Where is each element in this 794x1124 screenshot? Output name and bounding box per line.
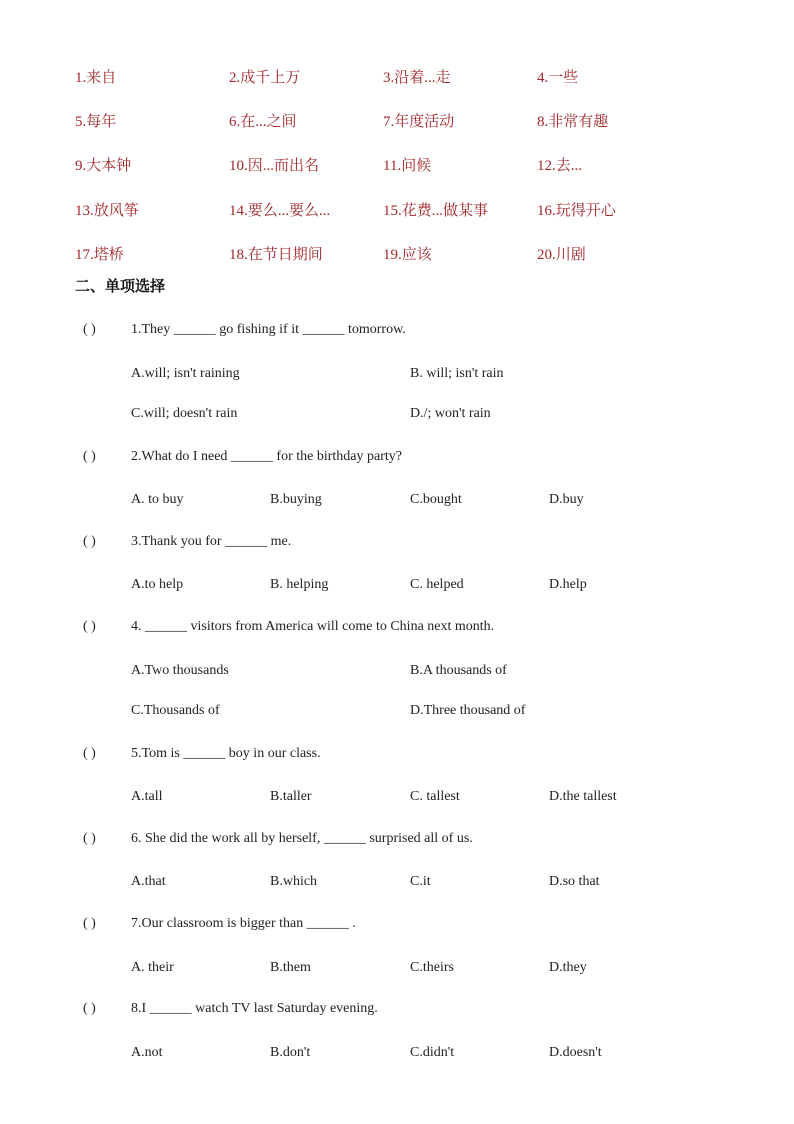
option-c: C.theirs xyxy=(410,960,454,975)
question-stem xyxy=(83,831,473,847)
section-title: 二、单项选择 xyxy=(75,277,166,295)
vocab-item: 2.成千上万 xyxy=(229,69,301,86)
vocab-item: 17.塔桥 xyxy=(75,246,124,263)
option-a: A.tall xyxy=(131,789,163,804)
question-stem xyxy=(83,619,494,635)
option-a: A.will; isn't raining xyxy=(131,366,240,381)
option-b: B. helping xyxy=(270,577,329,592)
vocab-row xyxy=(75,231,715,275)
answer-bracket[interactable]: ( ) xyxy=(83,449,96,464)
vocab-item: 15.花费...做某事 xyxy=(383,202,489,219)
question-text: 2.What do I need ______ for the birthday party? xyxy=(131,449,402,464)
option-d: D./; won't rain xyxy=(410,406,491,421)
vocab-item: 18.在节日期间 xyxy=(229,246,323,263)
question-stem xyxy=(83,1001,378,1017)
question-stem xyxy=(83,746,321,762)
option-d: D.help xyxy=(549,577,587,592)
option-b: B.taller xyxy=(270,789,312,804)
vocab-row xyxy=(75,98,715,142)
option-a: A.that xyxy=(131,874,166,889)
vocab-row xyxy=(75,54,715,98)
vocab-item: 11.问候 xyxy=(383,158,432,175)
question-stem xyxy=(83,322,406,338)
option-d: D.the tallest xyxy=(549,789,617,804)
answer-bracket[interactable]: ( ) xyxy=(83,1001,96,1016)
vocab-item: 12.去... xyxy=(537,158,583,175)
option-d: D.buy xyxy=(549,492,584,507)
vocab-row xyxy=(75,187,715,231)
question-stem xyxy=(83,916,356,932)
option-c: C.will; doesn't rain xyxy=(131,406,238,421)
vocab-item: 9.大本钟 xyxy=(75,158,132,175)
vocab-item: 10.因...而出名 xyxy=(229,158,320,175)
option-d: D.Three thousand of xyxy=(410,703,526,718)
question-text: 3.Thank you for ______ me. xyxy=(131,534,292,549)
option-b: B.them xyxy=(270,960,311,975)
question-text: 6. She did the work all by herself, ______ surprised all of us. xyxy=(131,831,473,846)
vocab-item: 19.应该 xyxy=(383,246,432,263)
vocab-item: 20.川剧 xyxy=(537,246,586,263)
option-b: B.don't xyxy=(270,1045,311,1060)
option-b: B.buying xyxy=(270,492,322,507)
vocab-item: 8.非常有趣 xyxy=(537,113,609,130)
option-c: C. tallest xyxy=(410,789,460,804)
option-a: A.not xyxy=(131,1045,163,1060)
vocab-row xyxy=(75,143,715,187)
vocabulary-grid xyxy=(75,54,715,275)
question-text: 8.I ______ watch TV last Saturday evening. xyxy=(131,1001,378,1016)
option-c: C. helped xyxy=(410,577,464,592)
option-c: C.didn't xyxy=(410,1045,455,1060)
option-c: C.Thousands of xyxy=(131,703,220,718)
option-a: A. their xyxy=(131,960,174,975)
vocab-item: 4.一些 xyxy=(537,69,579,86)
option-d: D.so that xyxy=(549,874,600,889)
vocab-item: 7.年度活动 xyxy=(383,113,455,130)
question-text: 1.They ______ go fishing if it ______ tomorrow. xyxy=(131,322,406,337)
question-text: 4. ______ visitors from America will come to China next month. xyxy=(131,619,495,634)
option-a: A.to help xyxy=(131,577,184,592)
option-c: C.it xyxy=(410,874,431,889)
question-stem xyxy=(83,449,402,465)
option-a: A.Two thousands xyxy=(131,663,229,678)
answer-bracket[interactable]: ( ) xyxy=(83,831,96,846)
answer-bracket[interactable]: ( ) xyxy=(83,916,96,931)
option-b: B. will; isn't rain xyxy=(410,366,504,381)
vocab-item: 14.要么...要么... xyxy=(229,202,331,219)
answer-bracket[interactable]: ( ) xyxy=(83,322,96,337)
option-c: C.bought xyxy=(410,492,462,507)
vocab-item: 6.在...之间 xyxy=(229,113,297,130)
answer-bracket[interactable]: ( ) xyxy=(83,746,96,761)
answer-bracket[interactable]: ( ) xyxy=(83,534,96,549)
question-text: 5.Tom is ______ boy in our class. xyxy=(131,746,321,761)
option-b: B.A thousands of xyxy=(410,663,507,678)
option-d: D.doesn't xyxy=(549,1045,602,1060)
question-text: 7.Our classroom is bigger than ______ . xyxy=(131,916,356,931)
option-a: A. to buy xyxy=(131,492,184,507)
option-d: D.they xyxy=(549,960,587,975)
vocab-item: 3.沿着...走 xyxy=(383,69,451,86)
answer-bracket[interactable]: ( ) xyxy=(83,619,96,634)
vocab-item: 1.来自 xyxy=(75,69,117,86)
vocab-item: 16.玩得开心 xyxy=(537,202,616,219)
question-stem xyxy=(83,534,291,550)
vocab-item: 5.每年 xyxy=(75,113,117,130)
vocab-item: 13.放风筝 xyxy=(75,202,139,219)
option-b: B.which xyxy=(270,874,318,889)
